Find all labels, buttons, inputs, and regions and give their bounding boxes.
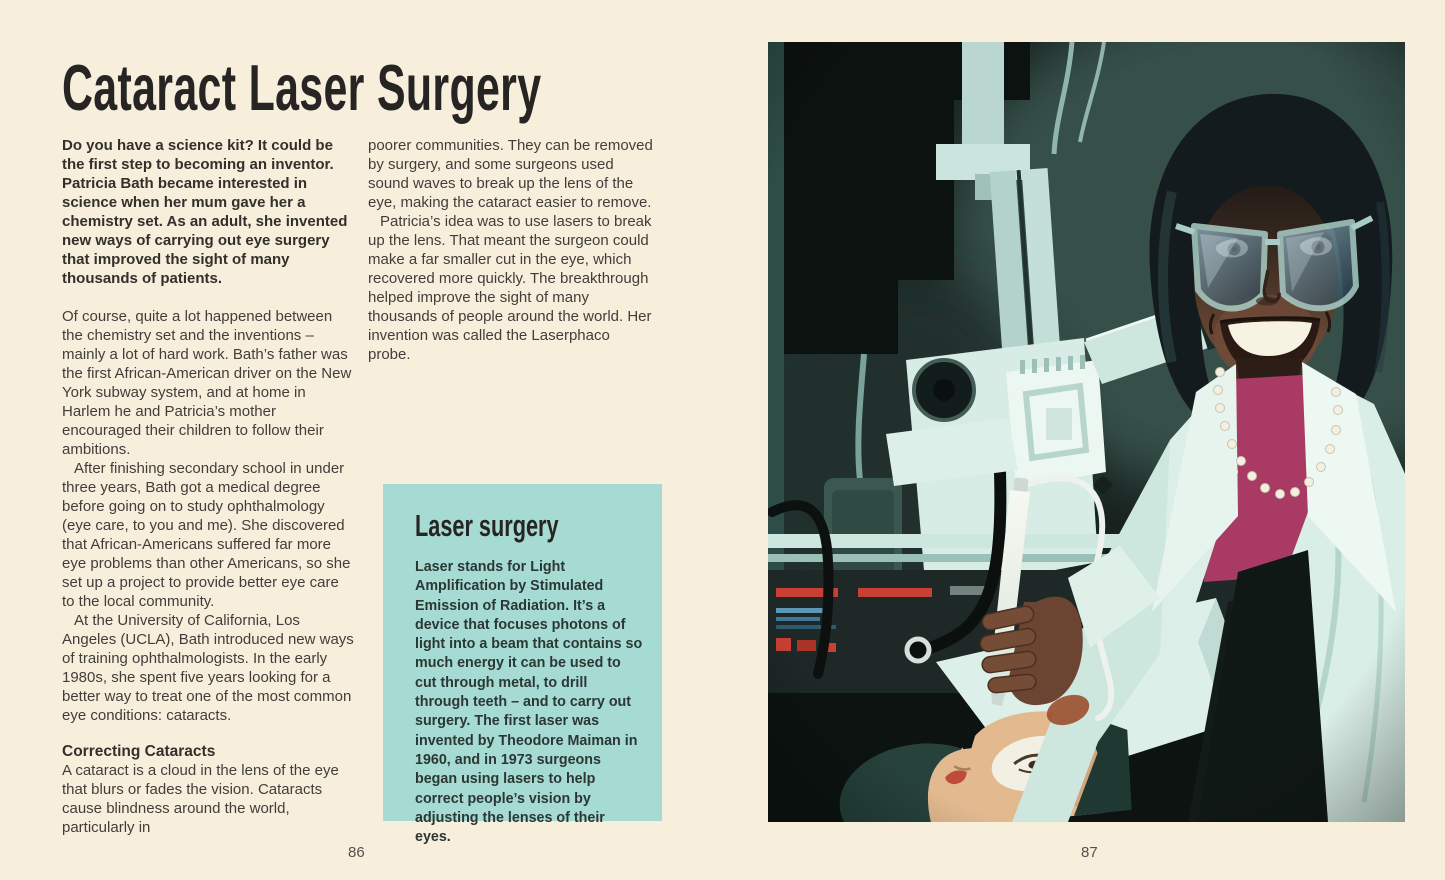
illustration-canvas <box>768 42 1405 822</box>
illustration-patricia-bath-laser-surgery <box>768 42 1405 822</box>
vignette-overlay <box>768 42 1405 822</box>
page-number-left: 86 <box>348 844 365 861</box>
section-subheading: Correcting Cataracts <box>62 743 216 760</box>
info-box-body: Laser stands for Light Amplification by Stimulated Emission of Radiation. It’s a device that focuses photons of light into a beam that contains so much energy it can be used to cut through metal, to drill through teeth – and to carry out surgery. The first laser was invented by Theodore Maiman in 1960, and in 1973 surgeons began using lasers to help correct people’s vision by adjusting the lenses of their eyes. <box>415 559 643 846</box>
body-paragraph: Patricia’s idea was to use lasers to break up the lens. That meant the surgeon could make a far smaller cut in the eye, which recovered more quickly. The breakthrough helped improve the sight of many thousands of people around the world. Her invention was called the Laserphaco probe. <box>368 213 652 363</box>
text-column-left <box>62 136 355 837</box>
text-column-right <box>368 136 656 364</box>
info-box-heading: Laser surgery <box>415 508 559 543</box>
laser-surgery-info-box <box>383 484 662 846</box>
body-paragraph: At the University of California, Los Angeles (UCLA), Bath introduced new ways of training ophthalmologists. In the early 1980s, she spent five years looking for a better way to treat one of the most common eye conditions: cataracts. <box>62 612 354 724</box>
page-title: Cataract Laser Surgery <box>62 51 542 124</box>
body-paragraph: After finishing secondary school in under three years, Bath got a medical degree before going on to study ophthalmology (eye care, to you and me). She discovered that African-Americans suffered far more eye problems than other Americans, so she set up a project to provide better eye care to the local community. <box>62 460 351 610</box>
page-number-right: 87 <box>1081 844 1098 861</box>
intro-paragraph: Do you have a science kit? It could be the first step to becoming an inventor. Patricia Bath became interested in science when her mum gave her a chemistry set. As an adult, she invented new ways of carrying out eye surgery that improved the sight of many thousands of patients. <box>62 137 348 287</box>
body-paragraph: A cataract is a cloud in the lens of the eye that blurs or fades the vision. Cataracts cause blindness around the world, particularly in <box>62 762 339 836</box>
body-paragraph: poorer communities. They can be removed by surgery, and some surgeons used sound waves to break up the lens of the eye, making the cataract easier to remove. <box>368 137 653 211</box>
body-paragraph: Of course, quite a lot happened between the chemistry set and the inventions – mainly a lot of hard work. Bath’s father was the first African-American driver on the New York subway system, and at home in Harlem he and Patricia’s mother encouraged their children to follow their ambitions. <box>62 308 352 458</box>
